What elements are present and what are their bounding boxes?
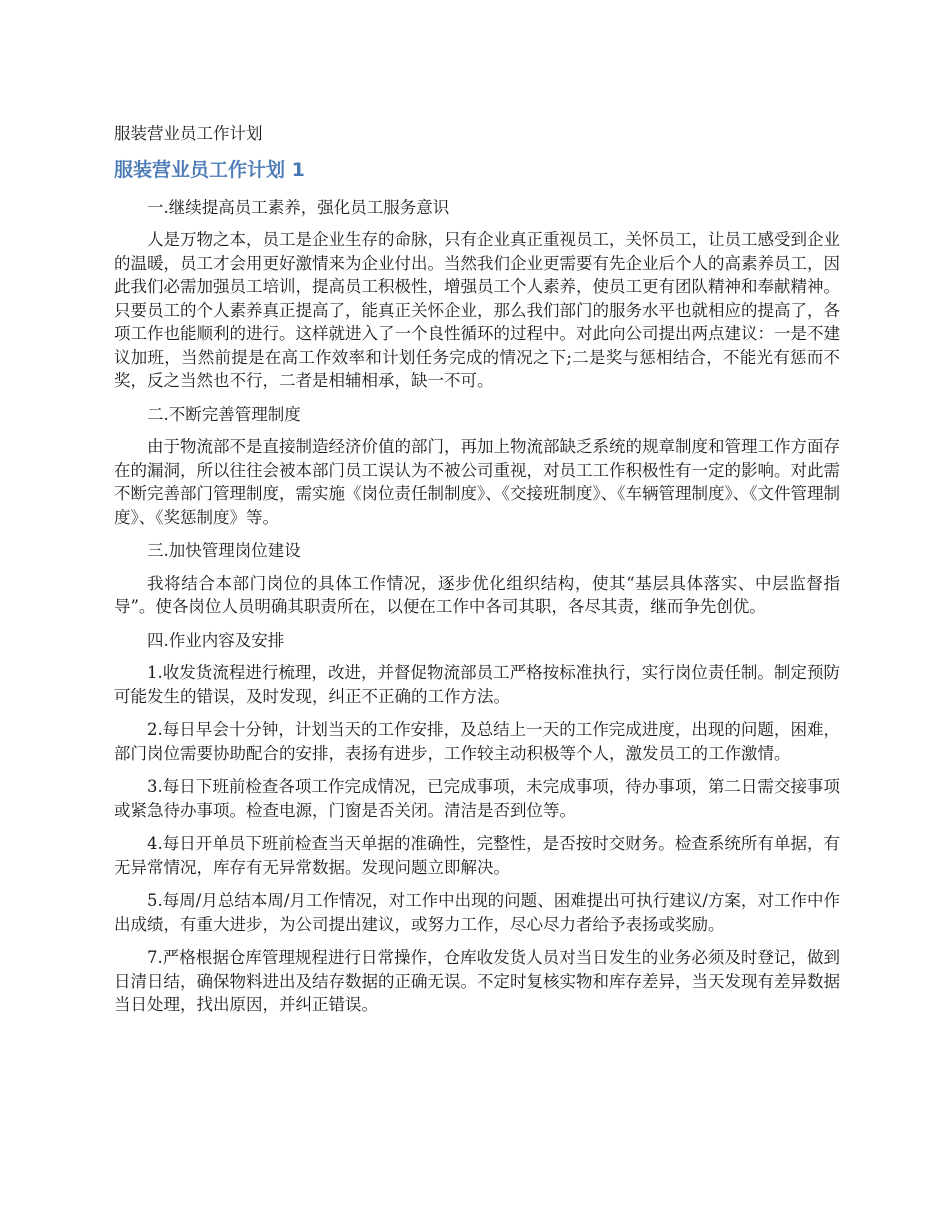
section-heading: 服装营业员工作计划 1 (114, 158, 305, 181)
list-item-7: 7.严格根据仓库管理规程进行日常操作，仓库收发货人员对当日发生的业务必须及时登记，做到日清日结，确保物料进出及结存数据的正确无误。不定时复核实物和库存差异，当天发现有差异数据当日处理，找出原因，并纠正错误。 (114, 948, 840, 1014)
paragraph-1: 人是万物之本，员工是企业生存的命脉，只有企业真正重视员工，关怀员工，让员工感受到企业的温暖，员工才会用更好激情来为企业付出。当然我们企业更需要有先企业后个人的高素养员工，因此我们必需加强员工培训，提高员工积极性，增强员工个人素养，使员工更有团队精神和奉献精神。只要员工的个人素养真正提高了，能真正关怀企业，那么我们部门的服务水平也就相应的提高了，各项工作也能顺利的进行。这样就进入了一个良性循环的过程中。对此向公司提出两点建议：一是不建议加班，当然前提是在高工作效率和计划任务完成的情况之下;二是奖与惩相结合，不能光有惩而不奖，反之当然也不行，二者是相辅相承，缺一不可。 (114, 230, 840, 390)
paragraph-3: 我将结合本部门岗位的具体工作情况，逐步优化组织结构，使其“基层具体落实、中层监督指导”。使各岗位人员明确其职责所在，以便在工作中各司其职，各尽其责，继而争先创优。 (114, 573, 840, 616)
document-title: 服装营业员工作计划 (114, 124, 263, 143)
list-item-5: 5.每周/月总结本周/月工作情况，对工作中出现的问题、困难提出可执行建议/方案，对工作中作出成绩，有重大进步，为公司提出建议，或努力工作，尽心尽力者给予表扬或奖励。 (114, 891, 840, 934)
list-item-4: 4.每日开单员下班前检查当天单据的准确性，完整性，是否按时交财务。检查系统所有单据，有无异常情况，库存有无异常数据。发现问题立即解决。 (114, 834, 840, 877)
subheading-4: 四.作业内容及安排 (147, 630, 285, 650)
list-item-2: 2.每日早会十分钟，计划当天的工作安排，及总结上一天的工作完成进度，出现的问题，困难，部门岗位需要协助配合的安排，表扬有进步，工作较主动积极等个人，激发员工的工作激情。 (114, 720, 840, 763)
paragraph-2: 由于物流部不是直接制造经济价值的部门，再加上物流部缺乏系统的规章制度和管理工作方面存在的漏洞，所以往往会被本部门员工误认为不被公司重视，对员工工作积极性有一定的影响。对此需不断完善部门管理制度，需实施《岗位责任制制度》、《交接班制度》、《车辆管理制度》、《文件管理制度》、《奖惩制度》等。 (114, 437, 840, 527)
subheading-3: 三.加快管理岗位建设 (147, 541, 301, 560)
list-item-1: 1.收发货流程进行梳理，改进，并督促物流部员工严格按标准执行，实行岗位责任制。制定预防可能发生的错误，及时发现，纠正不正确的工作方法。 (114, 663, 840, 706)
subheading-1: 一.继续提高员工素养，强化员工服务意识 (147, 197, 450, 217)
document-page (114, 122, 840, 1027)
list-item-3: 3.每日下班前检查各项工作完成情况，已完成事项，未完成事项，待办事项，第二日需交接事项或紧急待办事项。检查电源，门窗是否关闭。清洁是否到位等。 (114, 777, 840, 820)
subheading-2: 二.不断完善管理制度 (147, 404, 301, 424)
